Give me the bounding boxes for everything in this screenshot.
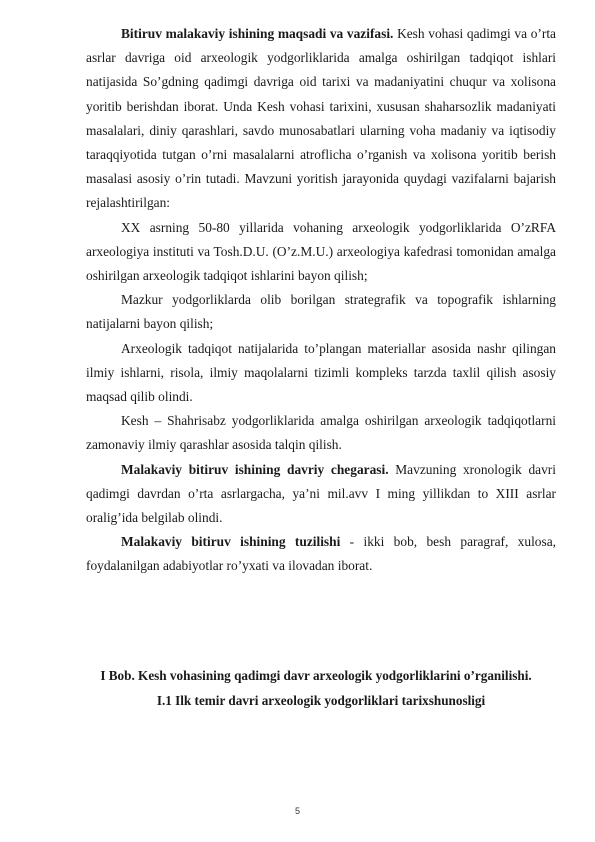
goal-title: Bitiruv malakaviy ishining maqsadi va vazifasi. [121,26,394,41]
chronology-title: Malakaviy bitiruv ishining davriy chegarasi. [121,461,389,477]
chronology-text: Mavzuning xronologik davri qadimgi davrdan o’rta asrlargacha, ya’ni mil.avv I ming yillikdan to XIII asrlar oralig’ida belgilab olindi. [86,461,556,526]
chronology-paragraph [86,458,556,531]
blank-space [86,579,556,663]
task-paragraph-3: Arxeologik tadqiqot natijalarida to’plangan materiallar asosida nashr qilingan ilmiy ishlarni, risola, ilmiy maqolalarni tizimli kompleks tarzda taxlil qilish asosiy maqsad qilib olindi. [86,340,556,405]
structure-title: Malakaviy bitiruv ishining tuzilishi [121,534,341,550]
task-paragraph-4: Kesh – Shahrisabz yodgorliklarida amalga oshirilgan arxeologik tadqiqotlarni zamonaviy ilmiy qarashlar asosida talqin qilish. [86,413,556,453]
structure-paragraph [86,530,556,578]
task-paragraph-2: Mazkur yodgorliklarda olib borilgan strategrafik va topografik ishlarning natijalarni bayon qilish; [86,292,556,332]
structure-text: - ikki bob, besh paragraf, xulosa, foydalanilgan adabiyotlar ro’yxati va ilovadan iborat. [86,534,556,574]
section-heading: I.1 Ilk temir davri arxeologik yodgorliklari tarixshunosligi [156,692,486,708]
document-page [86,22,556,713]
task-paragraph-1: XX asrning 50-80 yillarida vohaning arxeologik yodgorliklarida O’zRFA arxeologiya instituti va Tosh.D.U. (O’z.M.U.) arxeologiya kafedrasi tomonidan amalga oshirilgan arxeologik tadqiqot ishlarini bayon qilish; [86,219,556,284]
goal-text: Kesh vohasi qadimgi va o’rta asrlar davriga oid arxeologik yodgorliklarida amalga oshirilgan tadqiqot ishlari natijasida So’gdning qadimgi davriga oid tarixi va madaniyatini chuqur va xolisona yoritib berishdan iborat. Unda Kesh vohasi tarixini, xususan shaharsozlik madaniyati masalalari, diniy qarashlari, savdo munosabatlari ularning voha madaniy va iqtisodiy taraqqiyotida tutgan o’rni masalalarni atroflicha o’rganish va xolisona yoritib berish masalasi asosiy o’rin tutadi. Mavzuni yoritish jarayonida quydagi vazifalarni bajarish rejalashtirilgan: [86,26,556,211]
chapter-heading: I Bob. Kesh vohasining qadimgi davr arxeologik yodgorliklarini o’rganilishi. [100,667,532,683]
goal-paragraph [86,22,556,216]
page-number: 5 [294,806,300,816]
